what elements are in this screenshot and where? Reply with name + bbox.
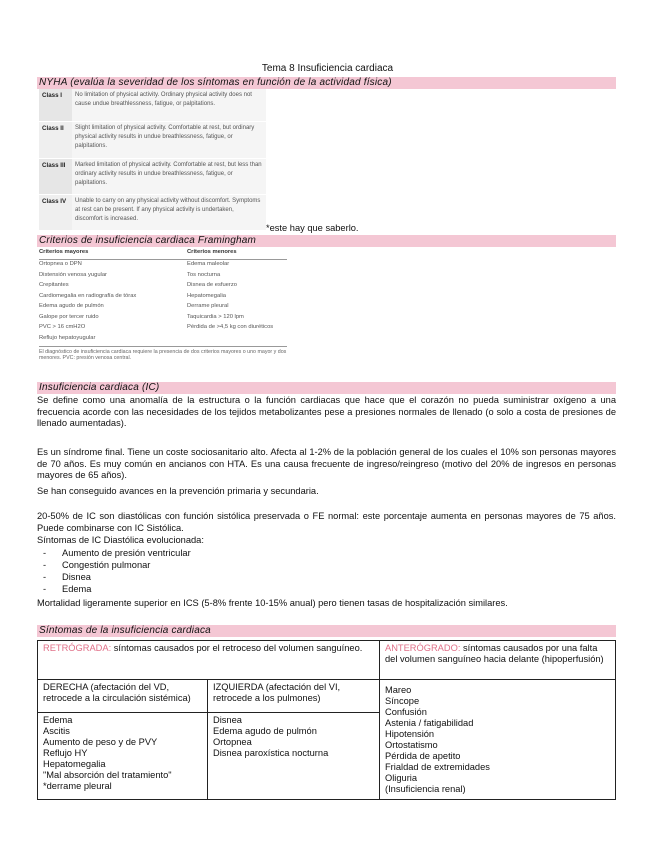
derecha-header-cell: DERECHA (afectación del VD, retrocede a la circulación sistémica) xyxy=(37,679,208,713)
nyha-class: Class I xyxy=(42,92,62,99)
framingham-header-row xyxy=(39,249,287,260)
nyha-row xyxy=(39,89,266,122)
table-row xyxy=(39,323,287,334)
nyha-desc: Unable to carry on any physical activity without discomfort. Symptoms at rest can be present. If any physical activity is undertaken, discomfort is increased. xyxy=(72,195,266,230)
nyha-desc: Slight limitation of physical activity. Comfortable at rest, but ordinary physical activity results in undue breathlessness, fatigue, or palpitations. xyxy=(72,122,266,158)
izquierda-list-cell xyxy=(207,712,380,800)
nyha-desc: No limitation of physical activity. Ordinary physical activity does not cause undue breathlessness, fatigue, or palpitations. xyxy=(72,89,266,121)
list-item: (Insuficiencia renal) xyxy=(385,784,466,794)
list-item: - Congestión pulmonar xyxy=(43,560,151,570)
nyha-note: *este hay que saberlo. xyxy=(266,223,359,233)
ic-definition: Se define como una anomalía de la estructura o la función cardiacas que hace que el corazón no pueda suministrar oxígeno a una frecuencia acorde con las necesidades de los tejidos metabolizantes pese a presiones normales de llenado (o solo a costa de presiones de llenado aumentadas). xyxy=(37,395,616,428)
sintomas-heading: Síntomas de la insuficiencia cardiaca xyxy=(37,625,616,637)
retrograde-text: síntomas causados por el retroceso del volumen sanguíneo. xyxy=(111,643,363,653)
nyha-table xyxy=(39,89,266,231)
anterograde-cell xyxy=(379,640,616,680)
list-item: Edema xyxy=(43,715,73,725)
anterograde-text: síntomas causados por una falta del volumen sanguíneo hacia delante (hipoperfusión) xyxy=(385,643,604,664)
minor-criterion: Hepatomegalia xyxy=(187,292,226,299)
minor-criterion: Pérdida de >4,5 kg con diuréticos xyxy=(187,324,274,331)
ic-paragraph: Síntomas de IC Diastólica evolucionada: xyxy=(37,535,204,545)
list-item: Ascitis xyxy=(43,726,70,736)
list-item: Frialdad de extremidades xyxy=(385,762,490,772)
table-row xyxy=(39,260,287,271)
table-row xyxy=(39,312,287,323)
anterograde-list-cell xyxy=(379,679,616,800)
table-row xyxy=(39,333,287,344)
major-criterion: Reflujo hepatoyugular xyxy=(39,334,96,341)
minor-criterion: Disnea de esfuerzo xyxy=(187,282,237,289)
list-item: Confusión xyxy=(385,707,427,717)
izquierda-header-cell: IZQUIERDA (afectación del VI, retrocede a los pulmones) xyxy=(207,679,380,713)
table-row xyxy=(39,270,287,281)
major-criterion: Edema agudo de pulmón xyxy=(39,303,104,310)
list-item: Mareo xyxy=(385,685,412,695)
ic-symptom-list xyxy=(37,547,616,595)
document-title: Tema 8 Insuficiencia cardiaca xyxy=(261,63,394,74)
nyha-row xyxy=(39,159,266,195)
framingham-table xyxy=(39,249,287,362)
col-minor: Criterios menores xyxy=(187,249,237,255)
ic-paragraph: Mortalidad ligeramente superior en ICS (5-8% frente 10-15% anual) pero tienen tasas de hospitalización similares. xyxy=(37,598,508,608)
list-item: Hipotensión xyxy=(385,729,435,739)
list-item: Oliguria xyxy=(385,773,418,783)
table-row xyxy=(39,281,287,292)
list-item: Pérdida de apetito xyxy=(385,751,461,761)
major-criterion: Galope por tercer ruido xyxy=(39,313,99,320)
retrograde-cell xyxy=(37,640,380,680)
major-criterion: Cardiomegalia en radiografía de tórax xyxy=(39,292,137,299)
nyha-class: Class IV xyxy=(42,198,67,205)
ic-paragraph: Es un síndrome final. Tiene un coste sociosanitario alto. Afecta al 1-2% de la población general de los cuales el 10% son personas mayores de 70 años. Es muy común en ancianos con HTA. Es una causa frecuente de ingreso/reingreso (motivo del 20% de ingresos en personas mayores de 65 años). xyxy=(37,447,616,480)
list-item: Hepatomegalia xyxy=(43,759,106,769)
list-item: Aumento de peso y de PVY xyxy=(43,737,158,747)
nyha-row xyxy=(39,122,266,159)
nyha-heading: NYHA (evalúa la severidad de los síntomas en función de la actividad física) xyxy=(37,77,616,89)
major-criterion: Distensión venosa yugular xyxy=(39,271,107,278)
list-item: Disnea xyxy=(213,715,242,725)
nyha-class: Class III xyxy=(42,162,66,169)
framingham-footnote: El diagnóstico de insuficiencia cardiaca requiere la presencia de dos criterios mayores o uno mayor y dos menores. PVC: presión venosa central. xyxy=(39,346,287,362)
list-item: Ortopnea xyxy=(213,737,252,747)
list-item: - Edema xyxy=(43,584,92,594)
minor-criterion: Derrame pleural xyxy=(187,303,229,310)
nyha-class: Class II xyxy=(42,125,64,132)
retrograde-label: RETRÓGRADA: xyxy=(43,643,112,653)
minor-criterion: Edema maleolar xyxy=(187,261,230,268)
framingham-heading: Criterios de insuficiencia cardiaca Framingham xyxy=(37,235,616,247)
list-item: Síncope xyxy=(385,696,420,706)
minor-criterion: Taquicardia > 120 lpm xyxy=(187,313,244,320)
list-item: - Disnea xyxy=(43,572,91,582)
list-item: Edema agudo de pulmón xyxy=(213,726,317,736)
major-criterion: Crepitantes xyxy=(39,282,69,289)
nyha-desc: Marked limitation of physical activity. Comfortable at rest, but less than ordinary activity results in undue breathlessness, fatigue, or palpitations. xyxy=(72,159,266,194)
ic-paragraph: Se han conseguido avances en la prevención primaria y secundaria. xyxy=(37,486,319,496)
minor-criterion: Tos nocturna xyxy=(187,271,221,278)
list-item: Ortostatismo xyxy=(385,740,438,750)
list-item: Astenia / fatigabilidad xyxy=(385,718,474,728)
list-item: *derrame pleural xyxy=(43,781,112,791)
list-item: Disnea paroxística nocturna xyxy=(213,748,329,758)
major-criterion: PVC > 16 cmH2O xyxy=(39,324,86,331)
anterograde-label: ANTERÓGRADO: xyxy=(385,643,461,653)
list-item: Reflujo HY xyxy=(43,748,88,758)
nyha-row xyxy=(39,195,266,231)
list-item: "Mal absorción del tratamiento" xyxy=(43,770,172,780)
col-major: Criterios mayores xyxy=(39,249,89,255)
table-row xyxy=(39,291,287,302)
major-criterion: Ortopnea o DPN xyxy=(39,261,82,268)
ic-heading: Insuficiencia cardiaca (IC) xyxy=(37,382,616,394)
ic-paragraph: 20-50% de IC son diastólicas con función sistólica preservada o FE normal: este porcentaje aumenta en personas mayores de 75 años. Puede combinarse con IC Sistólica. xyxy=(37,511,616,533)
table-row xyxy=(39,302,287,313)
derecha-list-cell xyxy=(37,712,208,800)
list-item: - Aumento de presión ventricular xyxy=(43,548,191,558)
